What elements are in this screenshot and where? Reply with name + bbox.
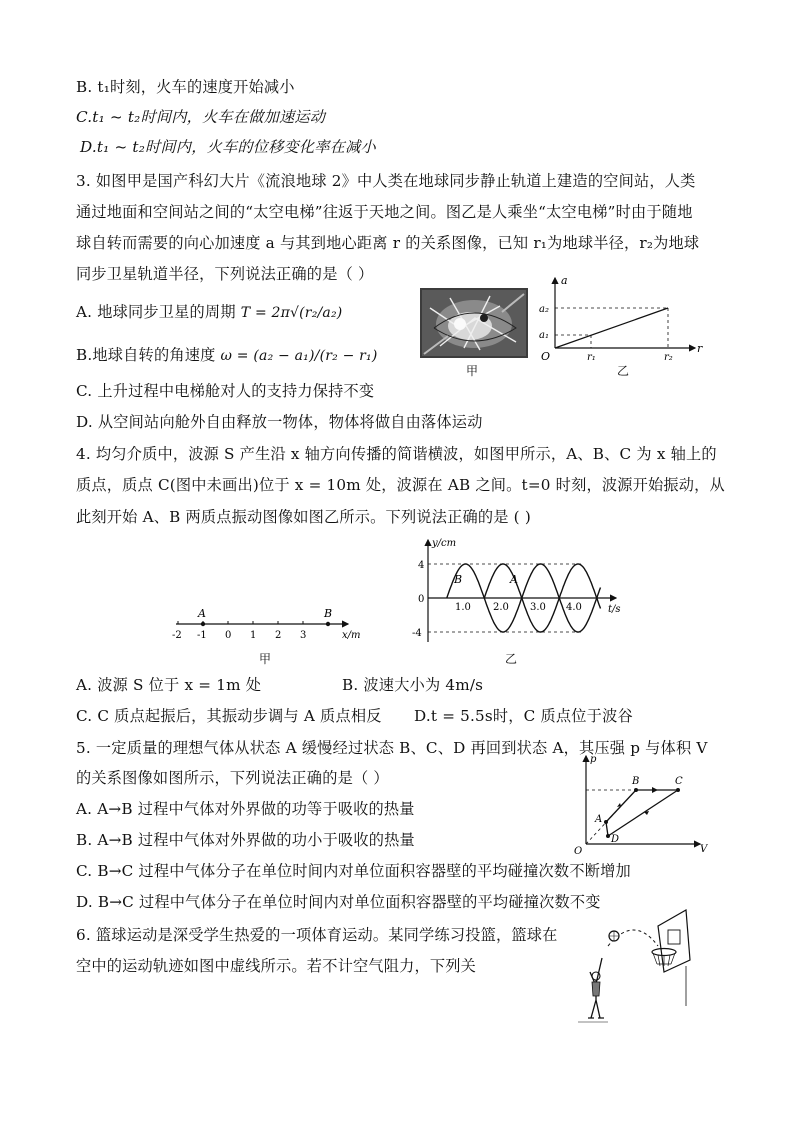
pv-b-label: B: [632, 776, 640, 787]
t-tick-2: 2.0: [493, 602, 509, 613]
t-tick-3: 3.0: [530, 602, 546, 613]
player-icon: [588, 958, 604, 1018]
q3-figure-yi: [535, 272, 710, 372]
backboard: [658, 910, 690, 972]
origin-label: 0: [418, 594, 425, 605]
q5-option-b: B. A→B 过程中气体对外界做的功小于吸收的热量: [76, 831, 415, 849]
q3-option-b: [76, 345, 378, 366]
pv-d-label: D: [611, 834, 620, 845]
point-b-label: B: [324, 607, 333, 620]
pv-v-label: V: [700, 844, 708, 855]
axis-tick-label: 0: [225, 630, 232, 641]
path-c-d: [608, 790, 678, 836]
pv-a-label: A: [595, 814, 603, 825]
graph-a2-label: a₂: [539, 304, 549, 315]
q3-fig-yi-caption: 乙: [617, 364, 630, 378]
x-axis-unit: x/m: [342, 630, 361, 641]
pv-c-label: C: [675, 776, 683, 787]
graph-r1-label: r₁: [587, 352, 596, 363]
y-unit-label: y/cm: [432, 538, 457, 549]
q5-option-d: D. B→C 过程中气体分子在单位时间内对单位面积容器壁的平均碰撞次数不变: [76, 893, 601, 911]
q2-option-c: C.t₁ ~ t₂时间内，火车在做加速运动: [76, 108, 326, 126]
q4-stem-line-1: 4. 均匀介质中，波源 S 产生沿 x 轴方向传播的简谐横波，如图甲所示，A、B、C 为 x 轴上的: [76, 445, 717, 463]
q4-figure-jia: [172, 602, 372, 650]
q5-stem-line-1: 5. 一定质量的理想气体从状态 A 缓慢经过状态 B、C、D 再回到状态 A，其压强 p 与体积 V: [76, 739, 708, 757]
q5-figure-pv: [570, 752, 710, 856]
axis-tick-label: 2: [275, 630, 282, 641]
q3-stem-line-4: 同步卫星轨道半径，下列说法正确的是（ ）: [76, 265, 374, 283]
axis-tick-label: 1: [250, 630, 257, 641]
q3-option-a: [76, 302, 342, 323]
q3-option-c: C. 上升过程中电梯舱对人的支持力保持不变: [76, 382, 375, 400]
q3-option-b-formula: ω = (a₂ − a₁)/(r₂ − r₁): [220, 348, 378, 364]
graph-a-label: a: [561, 274, 568, 287]
q3-stem-line-1: 3. 如图甲是国产科幻大片《流浪地球 2》中人类在地球同步静止轨道上建造的空间站，人类: [76, 172, 696, 190]
q3-figure-jia: [420, 288, 528, 358]
q5-option-c: C. B→C 过程中气体分子在单位时间内对单位面积容器壁的平均碰撞次数不断增加: [76, 862, 631, 880]
t-tick-1: 1.0: [455, 602, 471, 613]
t-tick-4: 4.0: [566, 602, 582, 613]
point-a-marker: [201, 622, 205, 626]
q6-stem-line-2: 空中的运动轨迹如图中虚线所示。若不计空气阻力，下列关: [76, 957, 477, 975]
y-min-label: -4: [412, 628, 422, 639]
graph-origin-label: O: [541, 350, 551, 363]
axis-tick-label: 3: [300, 630, 307, 641]
q3-stem-line-3: 球自转而需要的向心加速度 a 与其到地心距离 r 的关系图像，已知 r₁为地球半径，r₂为地球: [76, 234, 700, 252]
y-max-label: 4: [418, 560, 425, 571]
q4-fig-yi-caption: 乙: [505, 652, 518, 666]
pv-o-label: O: [574, 846, 583, 856]
t-unit-label: t/s: [608, 604, 621, 615]
q6-stem-line-1: 6. 篮球运动是深受学生热爱的一项体育运动。某同学练习投篮，篮球在: [76, 926, 558, 944]
q4-option-b: B. 波速大小为 4m/s: [342, 676, 484, 694]
point-b-marker: [326, 622, 330, 626]
q5-option-a: A. A→B 过程中气体对外界做的功等于吸收的热量: [76, 800, 415, 818]
axis-tick-label: -2: [172, 630, 182, 641]
q3-option-b-text: B.地球自转的角速度: [76, 346, 216, 364]
q6-figure-basketball: [578, 906, 718, 1028]
graph-r2-label: r₂: [664, 352, 673, 363]
p-v-graph: [570, 752, 710, 856]
q2-option-b: B. t₁时刻，火车的速度开始减小: [76, 78, 295, 96]
graph-r-label: r: [697, 342, 703, 355]
hoop: [652, 949, 676, 956]
vibration-graph: [404, 536, 634, 648]
q3-option-d: D. 从空间站向舱外自由释放一物体，物体将做自由落体运动: [76, 413, 483, 431]
x-axis-diagram: [172, 602, 372, 650]
q4-option-c: C. C 质点起振后，其振动步调与 A 质点相反: [76, 707, 382, 725]
q3-option-a-text: A. 地球同步卫星的周期: [76, 303, 236, 321]
basketball-illustration: [578, 906, 718, 1028]
point-a-label: A: [198, 607, 206, 620]
q2-option-d: D.t₁ ~ t₂时间内，火车的位移变化率在减小: [80, 138, 376, 156]
q3-fig-jia-caption: 甲: [466, 364, 479, 378]
axis-tick-label: -1: [197, 630, 207, 641]
q4-fig-jia-caption: 甲: [259, 652, 272, 666]
q3-stem-line-2: 通过地面和空间站之间的“太空电梯”往返于天地之间。图乙是人乘坐“太空电梯”时由于随地: [76, 203, 693, 221]
curve-b-label: B: [454, 573, 463, 586]
space-station-image: [420, 288, 528, 358]
q4-option-a: A. 波源 S 位于 x = 1m 处: [76, 676, 262, 694]
q4-stem-line-2: 质点，质点 C(图中未画出)位于 x = 10m 处，波源在 AB 之间。t=0 时刻，波源开始振动，从: [76, 476, 725, 494]
graph-a1-label: a₁: [539, 330, 549, 341]
q4-option-d: D.t = 5.5s时，C 质点位于波谷: [414, 707, 633, 725]
q3-option-a-formula: T = 2π√(r₂/a₂): [240, 305, 343, 321]
path-d-a: [606, 822, 608, 836]
a-r-graph: [535, 272, 710, 372]
q5-stem-line-2: 的关系图像如图所示，下列说法正确的是（ ）: [76, 769, 389, 787]
q4-figure-yi: [404, 536, 634, 648]
a-r-line: [555, 308, 668, 348]
curve-a-label: A: [510, 573, 518, 586]
q4-stem-line-3: 此刻开始 A、B 两质点振动图像如图乙所示。下列说法正确的是 ( ): [76, 508, 531, 526]
pv-p-label: p: [590, 754, 597, 765]
